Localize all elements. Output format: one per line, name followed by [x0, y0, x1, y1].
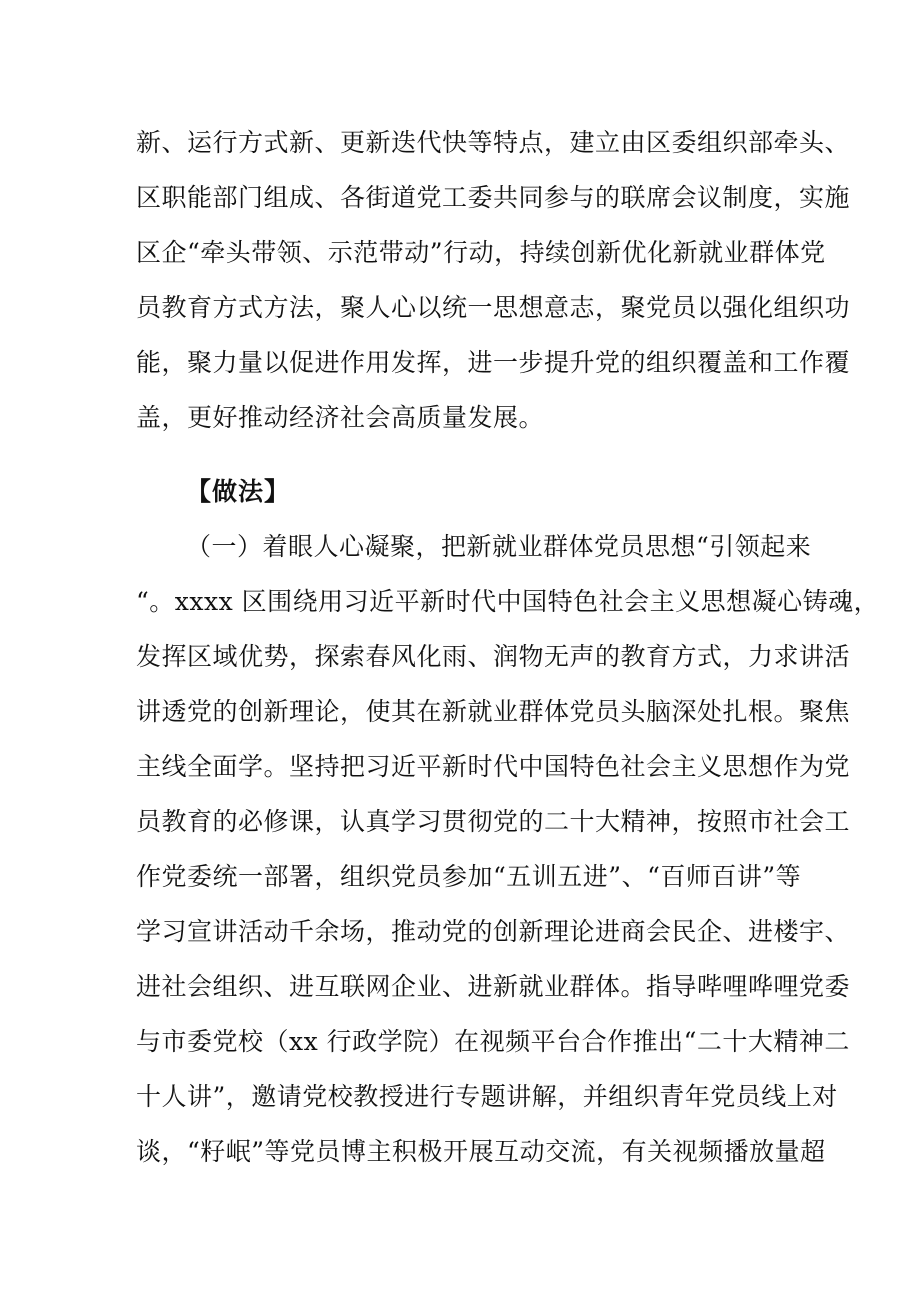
paragraph2-line-5: 主线全面学。坚持把习近平新时代中国特色社会主义思想作为党: [136, 752, 851, 781]
paragraph2-line-4: 讲透党的创新理论，使其在新就业群体党员头脑深处扎根。聚焦: [136, 697, 851, 726]
paragraph2-line-9: 进社会组织、进互联网企业、进新就业群体。指导哔哩哗哩党委: [136, 972, 851, 1001]
paragraph1-line-3: 区企“牵头带领、示范带动”行动，持续创新优化新就业群体党: [136, 238, 826, 267]
paragraph2-line-6: 员教育的必修课，认真学习贯彻党的二十大精神，按照市社会工: [136, 807, 851, 836]
paragraph1-line-2: 区职能部门组成、各街道党工委共同参与的联席会议制度，实施: [136, 183, 851, 212]
paragraph2-line-8: 学习宣讲活动千余场，推动党的创新理论进商会民企、进楼宇、: [136, 917, 851, 946]
paragraph2-line-3: 发挥区域优势，探索春风化雨、润物无声的教育方式，力求讲活: [136, 642, 851, 671]
paragraph2-line-10: 与市委党校（xx 行政学院）在视频平台合作推出“二十大精神二: [136, 1027, 850, 1056]
paragraph2-line-12: 谈，“籽岷”等党员博主积极开展互动交流，有关视频播放量超: [136, 1137, 826, 1166]
paragraph2-line-2: “。xxxx 区围绕用习近平新时代中国特色社会主义思想凝心铸魂，: [136, 587, 880, 616]
paragraph2-line-7: 作党委统一部署，组织党员参加“五训五进”、“百师百讲”等: [136, 862, 802, 891]
paragraph1-line-5: 能，聚力量以促进作用发挥，进一步提升党的组织覆盖和工作覆: [136, 348, 851, 377]
paragraph1-line-6: 盖，更好推动经济社会高质量发展。: [136, 403, 545, 432]
paragraph2-line-11: 十人讲”，邀请党校教授进行专题讲解，并组织青年党员线上对: [136, 1082, 838, 1111]
section-heading: 【做法】: [186, 477, 291, 506]
paragraph2-line-1: （一）着眼人心凝聚，把新就业群体党员思想“引领起来: [186, 532, 812, 561]
paragraph1-line-1: 新、运行方式新、更新迭代快等特点，建立由区委组织部牵头、: [136, 128, 851, 157]
paragraph1-line-4: 员教育方式方法，聚人心以统一思想意志，聚党员以强化组织功: [136, 293, 851, 322]
